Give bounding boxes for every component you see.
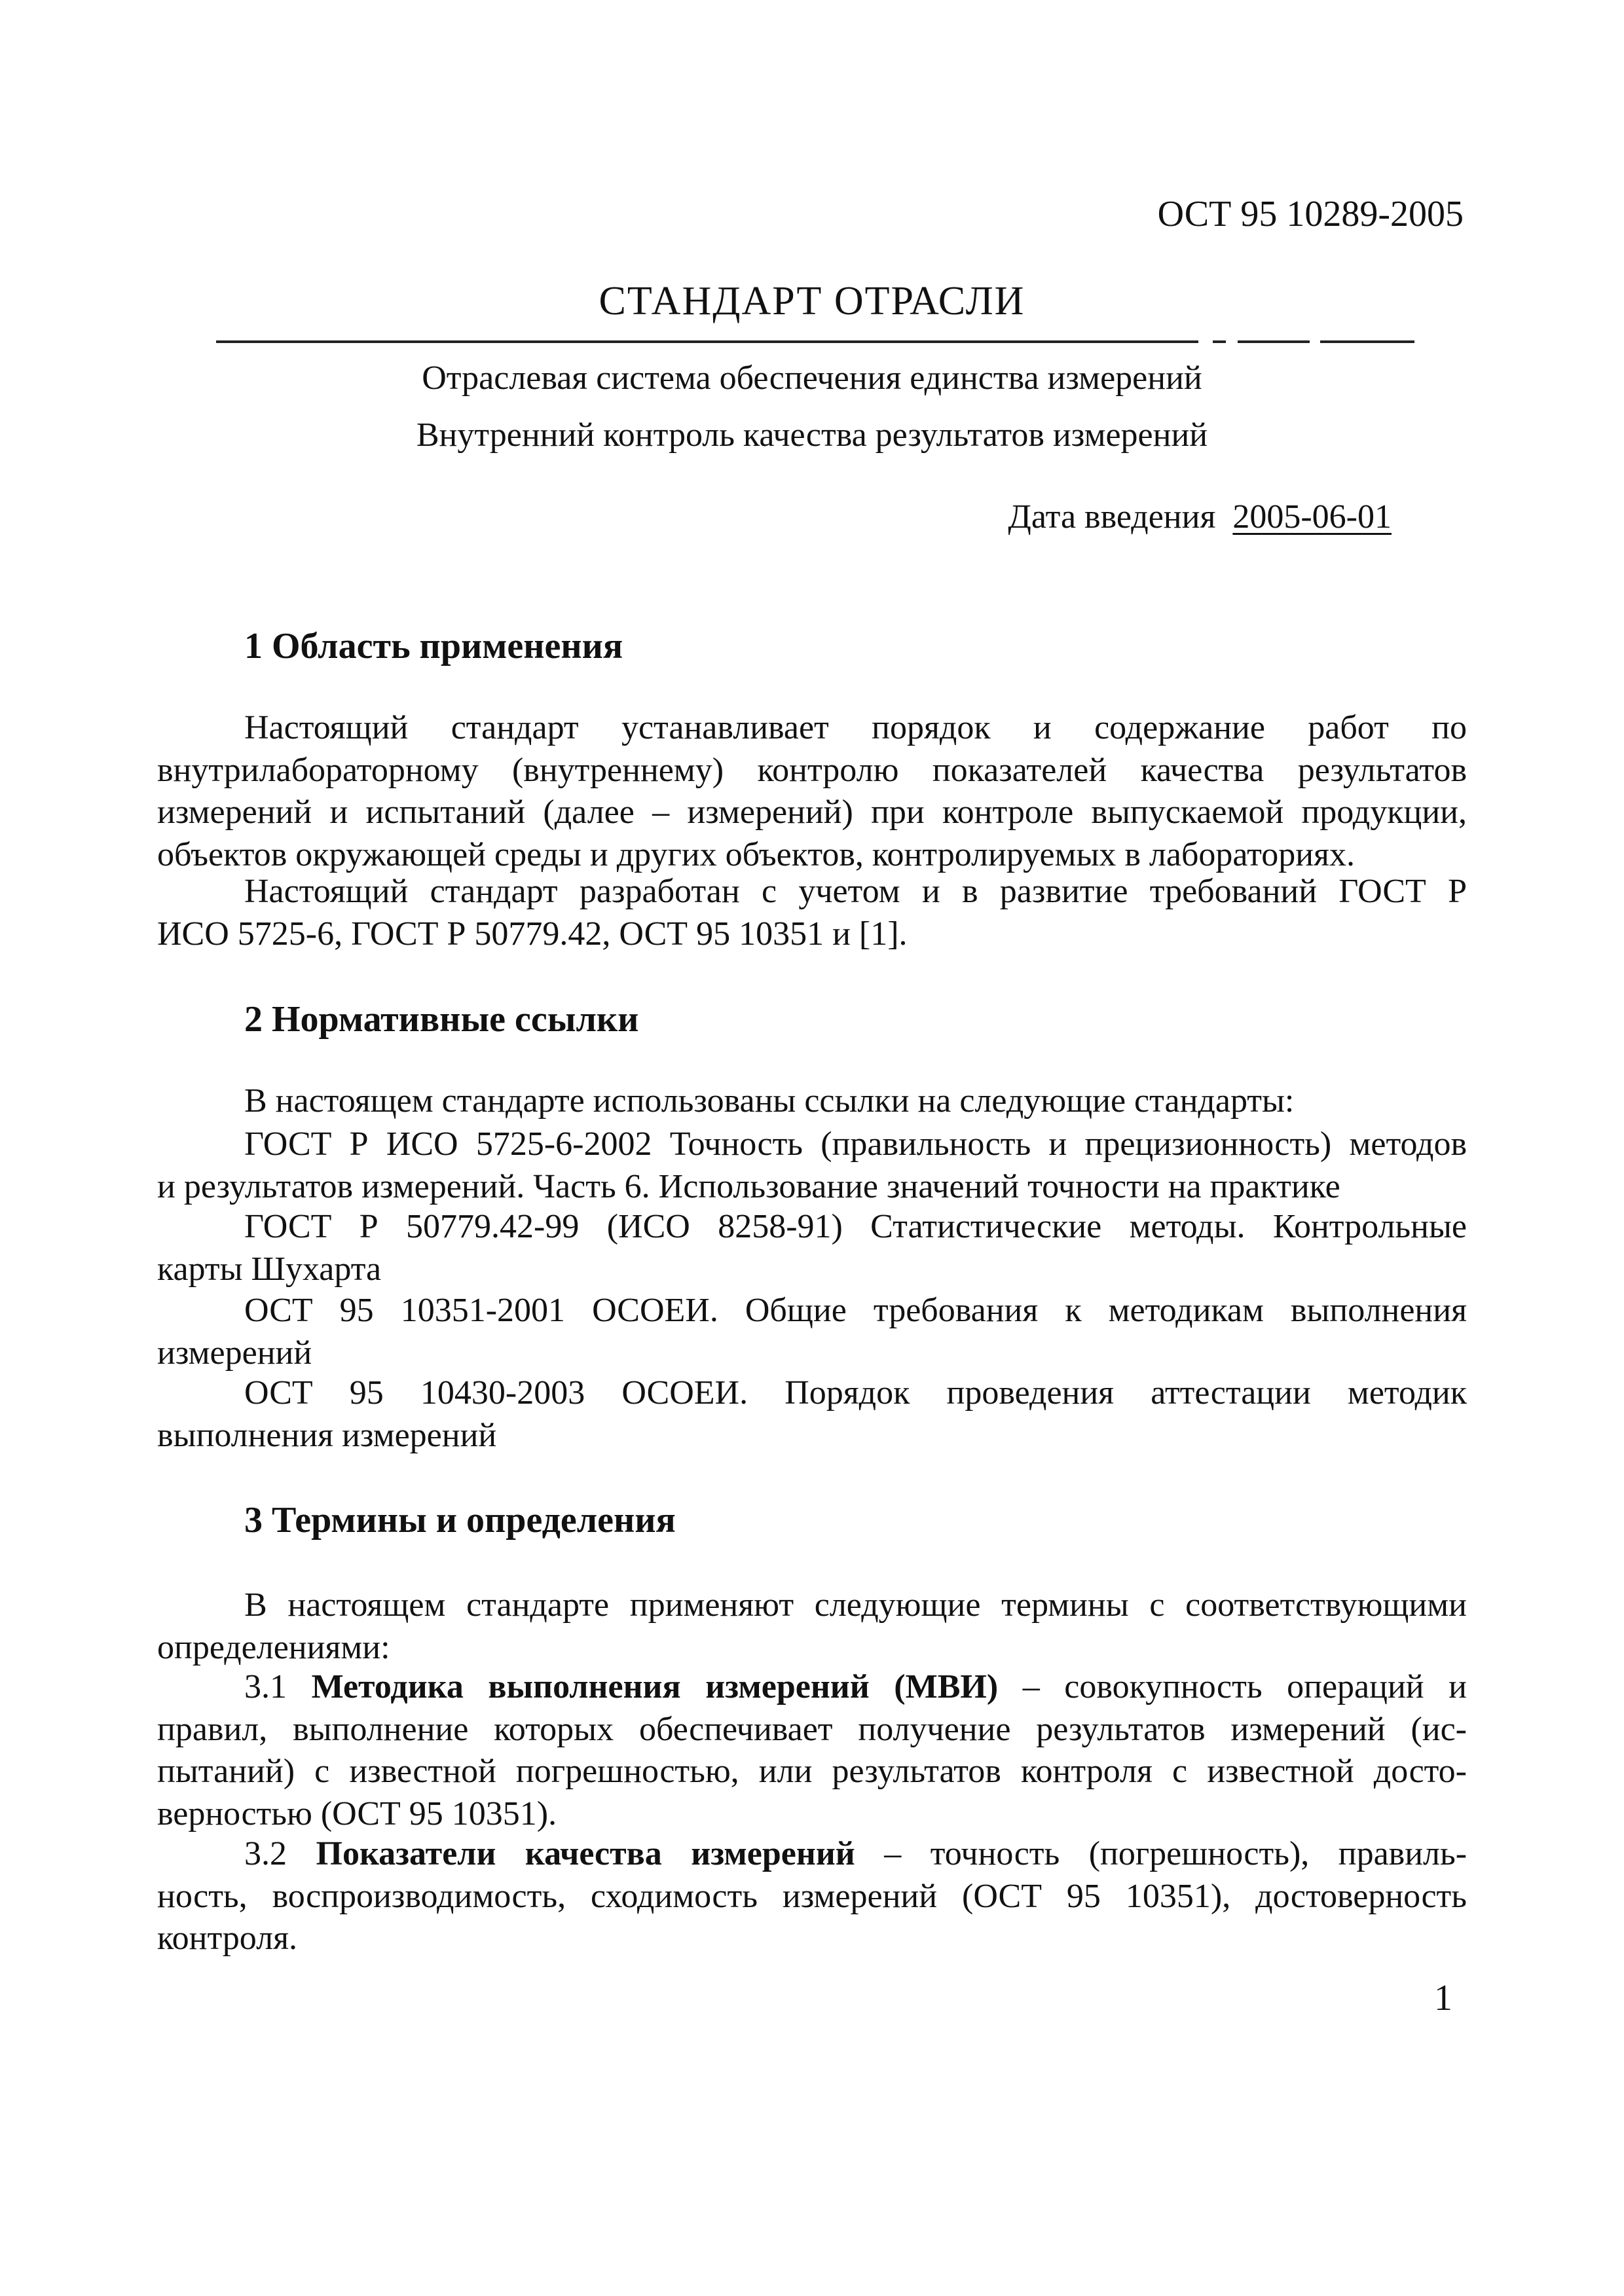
text-line: ОСТ 95 10430-2003 ОСОЕИ. Порядок проведения аттестации методик [244,1374,1467,1412]
subtitle-system: Отраслевая система обеспечения единства измерений [422,359,1202,397]
divider-gap [1198,337,1213,346]
page-number: 1 [1434,1978,1452,2018]
text-line: В настоящем стандарте применяют следующие термины с соответствующими [244,1586,1467,1624]
term-number: 3.2 [244,1835,287,1872]
section-1-heading: 1 Область применения [244,626,623,666]
divider-gap [1310,337,1320,346]
section-2-heading: 2 Нормативные ссылки [244,999,639,1040]
text-line: ОСТ 95 10351-2001 ОСОЕИ. Общие требования к методикам выполнения [244,1292,1467,1329]
term-number: 3.1 [244,1668,287,1705]
term-definition-start: – совокупность операций и [1022,1668,1467,1705]
text-line [157,1833,1467,1876]
text-line: контроля. [157,1920,297,1957]
section-2-intro [157,1080,1467,1123]
text-line: Настоящий стандарт разработан с учетом и в развитие требований ГОСТ Р [244,873,1467,910]
term-name: Показатели качества измерений [316,1835,855,1872]
section-3-intro [157,1584,1467,1669]
reference-item [157,1206,1467,1290]
text-line [157,1666,1467,1709]
text-line: В настоящем стандарте использованы ссылки на следующие стандарты: [244,1082,1295,1120]
text-line: ность, воспроизводимость, сходимость измерений (ОСТ 95 10351), достоверность [157,1877,1467,1915]
text-line: и результатов измерений. Часть 6. Использование значений точности на практике [157,1167,1340,1205]
text-line: правил, выполнение которых обеспечивает получение результатов измерений (ис- [157,1710,1467,1748]
text-line: измерений [157,1334,312,1372]
reference-item [157,1290,1467,1374]
text-line: объектов окружающей среды и других объектов, контролируемых в лабораториях. [157,835,1355,873]
text-line: ГОСТ Р ИСО 5725-6-2002 Точность (правильность и прецизионность) методов [244,1125,1467,1163]
text-line: карты Шухарта [157,1250,382,1288]
reference-item [157,1372,1467,1457]
term-3-2 [157,1833,1467,1960]
introduction-date [1008,498,1392,536]
date-value: 2005-06-01 [1232,498,1392,536]
standard-type-title: СТАНДАРТ ОТРАСЛИ [599,279,1025,323]
term-3-1 [157,1666,1467,1835]
text-line: пытаний) с известной погрешностью, или результатов контроля с известной досто- [157,1753,1467,1790]
document-code: ОСТ 95 10289-2005 [1157,194,1464,234]
text-line: измерений и испытаний (далее – измерений) при контроле выпускаемой продукции, [157,793,1467,831]
term-definition-start: – точность (погрешность), правиль- [884,1835,1467,1872]
section-3-heading: 3 Термины и определения [244,1500,676,1540]
date-label: Дата введения [1008,498,1216,536]
subtitle-topic: Внутренний контроль качества результатов измерений [416,416,1208,454]
text-line: ГОСТ Р 50779.42-99 (ИСО 8258-91) Статистические методы. Контрольные [244,1208,1467,1245]
text-line: выполнения измерений [157,1416,497,1454]
text-line: определениями: [157,1628,390,1666]
text-line: внутрилабораторному (внутреннему) контролю показателей качества результатов [157,751,1467,789]
text-line: ИСО 5725-6, ГОСТ Р 50779.42, ОСТ 95 10351 и [1]. [157,915,908,953]
term-name: Методика выполнения измерений (МВИ) [311,1668,999,1705]
divider-gap [1226,337,1238,346]
section-1-paragraph-1 [157,707,1467,876]
section-1-paragraph-2 [157,871,1467,955]
text-line: Настоящий стандарт устанавливает порядок и содержание работ по [244,709,1467,746]
reference-item [157,1123,1467,1208]
text-line: верностью (ОСТ 95 10351). [157,1795,557,1832]
